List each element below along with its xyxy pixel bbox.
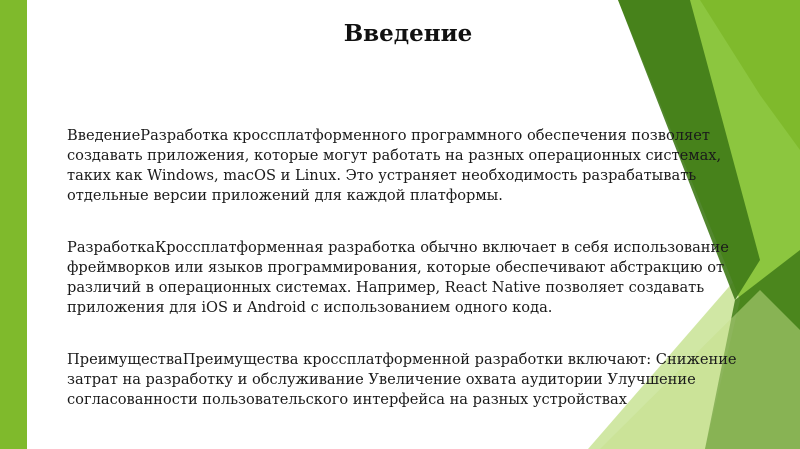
slide-body — [67, 126, 767, 442]
paragraph-line: РазработкаКроссплатформенная разработка обычно включает в себя использование — [67, 239, 729, 256]
paragraph-development — [67, 238, 767, 318]
slide-title: Введение — [343, 20, 473, 47]
paragraph-line: согласованности пользовательского интерфейса на разных устройствах — [67, 391, 627, 408]
paragraph-introduction — [67, 126, 767, 206]
paragraph-line: затрат на разработку и обслуживание Увеличение охвата аудитории Улучшение — [67, 371, 696, 388]
paragraph-advantages — [67, 350, 767, 410]
paragraph-line: отдельные версии приложений для каждой платформы. — [67, 187, 503, 204]
paragraph-line: различий в операционных системах. Например, React Native позволяет создавать — [67, 279, 705, 296]
paragraph-line: таких как Windows, macOS и Linux. Это устраняет необходимость разрабатывать — [67, 167, 697, 184]
paragraph-line: ПреимуществаПреимущества кроссплатформенной разработки включают: Снижение — [67, 351, 737, 368]
paragraph-line: создавать приложения, которые могут работать на разных операционных системах, — [67, 147, 722, 164]
paragraph-line: приложения для iOS и Android с использованием одного кода. — [67, 299, 553, 316]
paragraph-line: фреймворков или языков программирования, которые обеспечивают абстракцию от — [67, 259, 725, 276]
paragraph-line: ВведениеРазработка кроссплатформенного программного обеспечения позволяет — [67, 127, 710, 144]
